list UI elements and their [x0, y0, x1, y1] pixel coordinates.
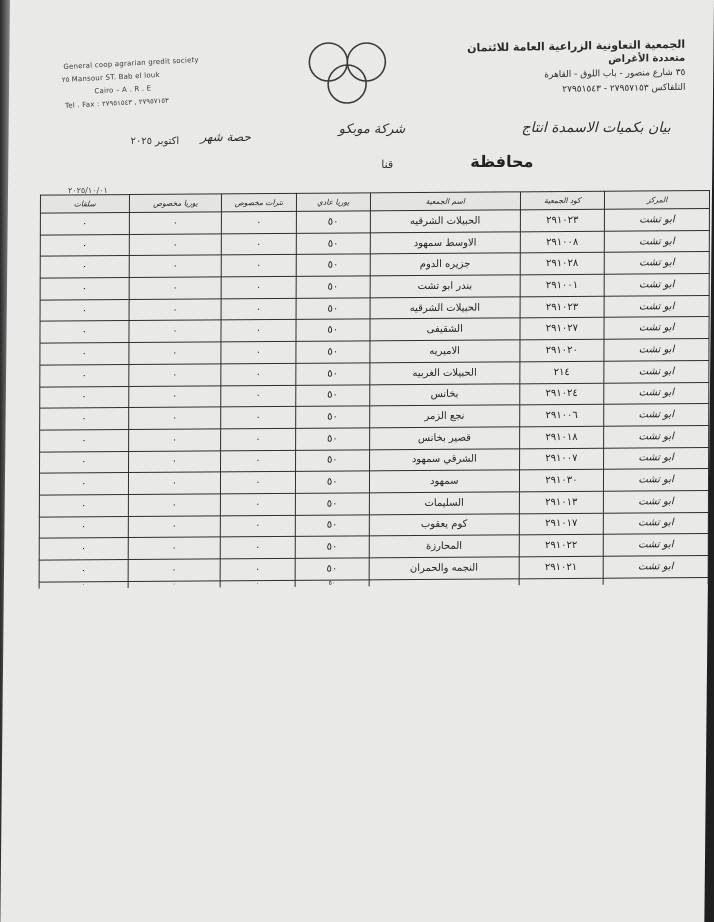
letterhead-en-line: Cairo – A . R . E	[94, 84, 152, 96]
cell-sulfate: ٠	[40, 299, 129, 321]
cell-society-name: المحارزة	[369, 535, 519, 558]
cell-nitrate-special: ٠	[222, 211, 296, 233]
cell-sulfate: ٠	[39, 494, 128, 516]
cell-society-name	[369, 579, 519, 587]
cell-sulfate: ٠	[40, 451, 129, 473]
cell-center: ابو تشت	[603, 512, 708, 534]
column-header: سلفات	[40, 195, 129, 214]
cell-urea-regular: ٥٠	[295, 428, 369, 450]
cell-center: ابو تشت	[604, 230, 709, 252]
cell-society-name: الحبيلات الغربيه	[370, 362, 520, 385]
cell-urea-regular: ٥٠	[296, 298, 370, 320]
cell-urea-regular: ٥٠	[296, 319, 370, 341]
cell-urea-regular: ٥٠	[295, 384, 369, 406]
cell-nitrate-special: ٠	[221, 428, 295, 450]
column-header: اسم الجمعية	[370, 192, 520, 211]
cell-urea-special: ٠	[129, 234, 222, 256]
cell-society-name: الحبيلات الشرقيه	[370, 297, 520, 320]
cell-urea-regular: ٥٠	[296, 276, 370, 298]
cell-society-code: ٢٩١٠٢٢	[519, 535, 604, 557]
cell-sulfate: ٠	[40, 429, 129, 451]
cell-urea-regular: ٥٠	[295, 580, 369, 587]
cell-society-code: ٢٩١٠١٨	[519, 426, 604, 448]
cell-sulfate: ٠	[40, 408, 129, 430]
cell-society-code: ٢٩١٠٢١	[519, 556, 604, 578]
cell-society-name: جزيره الدوم	[370, 253, 520, 276]
cell-society-code: ٢٩١٠٢٣	[520, 209, 605, 231]
letterhead-ar-line: التلفاكس ٢٧٩٥٧١٥٣ - ٢٧٩٥١٥٤٣	[562, 82, 686, 95]
cell-urea-special: ٠	[129, 342, 222, 364]
cell-urea-regular: ٥٠	[296, 211, 370, 233]
cell-nitrate-special: ٠	[221, 363, 295, 385]
cell-center: ابو تشت	[604, 295, 709, 317]
letterhead-en-line: ٢٥ Mansour ST. Bab el louk	[61, 70, 160, 85]
cell-center: ابو تشت	[604, 404, 709, 426]
cell-urea-special: ٠	[129, 299, 222, 321]
cell-urea-special: ٠	[129, 320, 222, 342]
cell-urea-special: ٠	[128, 494, 221, 516]
document-subject: بيان بكميات الاسمدة انتاج	[521, 120, 671, 136]
cell-sulfate: ٠	[40, 256, 129, 278]
cell-society-code: ٢٩١٠١٧	[519, 513, 604, 535]
cell-society-name: بندر ابو تشت	[370, 275, 520, 298]
cell-nitrate-special: ٠	[220, 580, 294, 587]
cell-urea-regular: ٥٠	[295, 514, 369, 536]
cell-sulfate: ٠	[40, 364, 129, 386]
cell-society-code: ٢١٤	[519, 361, 604, 383]
cell-center: ابو تشت	[603, 555, 708, 577]
document-date: ٢٠٢٥/١٠/٠١	[67, 186, 108, 195]
cell-sulfate: ٠	[40, 386, 129, 408]
cell-urea-special: ٠	[128, 450, 221, 472]
cell-urea-special: ٠	[129, 277, 222, 299]
cell-urea-regular: ٥٠	[295, 493, 369, 515]
cell-sulfate: ٠	[39, 560, 128, 582]
cell-sulfate: ٠	[40, 213, 129, 235]
cell-society-code: ٢٩١٠٠٧	[519, 448, 604, 470]
column-header: كود الجمعية	[520, 191, 605, 210]
cell-sulfate: ٠	[39, 516, 128, 538]
cell-society-name: النجمه والحمران	[369, 557, 519, 580]
cell-society-code: ٢٩١٠١٣	[519, 491, 604, 513]
letterhead-ar-line: متعددة الأغراض	[608, 52, 686, 66]
english-letterhead	[63, 51, 255, 113]
cell-urea-regular: ٥٠	[295, 449, 369, 471]
cell-sulfate: ٠	[40, 343, 129, 365]
cell-nitrate-special: ٠	[221, 298, 295, 320]
cell-society-code: ٢٩١٠٢٨	[520, 253, 605, 275]
cell-urea-regular: ٥٠	[295, 471, 369, 493]
cell-society-name: الاوسط سمهود	[370, 232, 520, 255]
cell-urea-special: ٠	[128, 385, 221, 407]
cell-society-name: قصير بخانس	[370, 427, 520, 450]
cell-center	[603, 577, 708, 584]
column-header: يوريا مخصوص	[129, 194, 222, 213]
cell-center: ابو تشت	[604, 360, 709, 382]
cell-urea-regular: ٥٠	[295, 406, 369, 428]
letterhead-ar-line: ٣٥ شارع منصور - باب اللوق - القاهرة	[544, 67, 686, 81]
cell-center: ابو تشت	[604, 382, 709, 404]
cell-nitrate-special: ٠	[221, 276, 295, 298]
cell-urea-regular: ٥٠	[295, 558, 369, 580]
cell-center: ابو تشت	[604, 252, 709, 274]
cell-urea-special: ٠	[128, 559, 221, 581]
cell-center: ابو تشت	[604, 339, 709, 361]
cell-center: ابو تشت	[604, 425, 709, 447]
cell-urea-regular: ٥٠	[295, 536, 369, 558]
cell-nitrate-special: ٠	[221, 255, 295, 277]
cell-urea-special: ٠	[128, 516, 221, 538]
cell-nitrate-special: ٠	[221, 407, 295, 429]
cell-urea-special: ٠	[128, 537, 221, 559]
company-name: شركة موبكو	[338, 122, 406, 137]
fertilizer-table	[39, 190, 710, 588]
cell-urea-special: ٠	[128, 581, 221, 588]
cell-urea-regular: ٥٠	[296, 341, 370, 363]
letterhead-en-line: General coop agrarian gredit society	[63, 55, 199, 71]
cell-society-code: ٢٩١٠٢٠	[520, 339, 605, 361]
cell-nitrate-special: ٠	[220, 558, 294, 580]
cell-center: ابو تشت	[604, 209, 709, 231]
cell-urea-special: ٠	[128, 364, 221, 386]
cell-sulfate: ٠	[40, 321, 129, 343]
cell-sulfate: ٠	[39, 473, 128, 495]
cell-center: ابو تشت	[603, 534, 708, 556]
cell-center: ابو تشت	[604, 469, 709, 491]
governorate-label: محافظة	[470, 152, 534, 171]
cell-urea-special: ٠	[128, 429, 221, 451]
governorate-value: قنا	[381, 158, 394, 171]
cell-society-name: الحبيلات الشرقيه	[370, 210, 520, 233]
cell-society-code	[519, 578, 604, 585]
cell-society-name: نجع الزمر	[370, 405, 520, 428]
column-header: نترات مخصوص	[222, 193, 296, 212]
cell-society-name: الاميريه	[370, 340, 520, 363]
cell-sulfate: ٠	[40, 234, 129, 256]
cell-society-name: السليمات	[369, 492, 519, 515]
cell-nitrate-special: ٠	[221, 320, 295, 342]
column-header: المركز	[605, 191, 710, 210]
cell-nitrate-special: ٠	[221, 472, 295, 494]
cell-society-code: ٢٩١٠٢٧	[520, 318, 605, 340]
cell-nitrate-special: ٠	[221, 450, 295, 472]
cell-society-name: الشرقي سمهود	[369, 448, 519, 471]
cell-nitrate-special: ٠	[221, 493, 295, 515]
cell-nitrate-special: ٠	[221, 342, 295, 364]
cell-urea-special: ٠	[129, 255, 222, 277]
cell-nitrate-special: ٠	[220, 537, 294, 559]
cell-center: ابو تشت	[604, 447, 709, 469]
olympic-rings-logo	[305, 34, 396, 110]
cell-sulfate: ٠	[40, 278, 129, 300]
cell-center: ابو تشت	[604, 274, 709, 296]
letterhead-ar-line: الجمعية التعاونية الزراعية العامة للائتمان	[467, 37, 686, 55]
cell-society-code: ٢٩١٠٠٨	[520, 231, 605, 253]
cell-nitrate-special: ٠	[222, 233, 296, 255]
cell-nitrate-special: ٠	[221, 385, 295, 407]
cell-urea-special: ٠	[128, 472, 221, 494]
cell-society-name: الشقيفى	[370, 318, 520, 341]
share-label: حصة شهر	[200, 130, 251, 144]
cell-center: ابو تشت	[604, 317, 709, 339]
cell-sulfate: ٠	[39, 581, 128, 588]
cell-urea-special: ٠	[129, 212, 222, 234]
cell-urea-regular: ٥٠	[295, 363, 369, 385]
cell-society-code: ٢٩١٠٢٤	[519, 383, 604, 405]
cell-society-name: سمهود	[369, 470, 519, 493]
letterhead-en-line: Tel . Fax : ٢٧٩٥٧١٥٣ , ٢٧٩٥١٥٤٣	[64, 96, 169, 110]
cell-sulfate: ٠	[39, 538, 128, 560]
cell-society-name: كوم يعقوب	[369, 513, 519, 536]
cell-society-code: ٢٩١٠٠١	[520, 274, 605, 296]
cell-urea-special: ٠	[128, 407, 221, 429]
cell-urea-regular: ٥٠	[296, 233, 370, 255]
cell-society-code: ٢٩١٠٣٠	[519, 469, 604, 491]
table-body	[39, 209, 709, 589]
cell-urea-regular: ٥٠	[296, 254, 370, 276]
cell-nitrate-special: ٠	[221, 515, 295, 537]
share-month: اكتوبر ٢٠٢٥	[130, 136, 180, 147]
cell-society-code: ٢٩١٠٢٣	[520, 296, 605, 318]
column-header: يوريا عادي	[296, 193, 370, 212]
cell-society-name: بخانس	[370, 383, 520, 406]
cell-society-code: ٢٩١٠٠٦	[519, 404, 604, 426]
cell-center: ابو تشت	[604, 490, 709, 512]
arabic-letterhead	[425, 38, 685, 98]
